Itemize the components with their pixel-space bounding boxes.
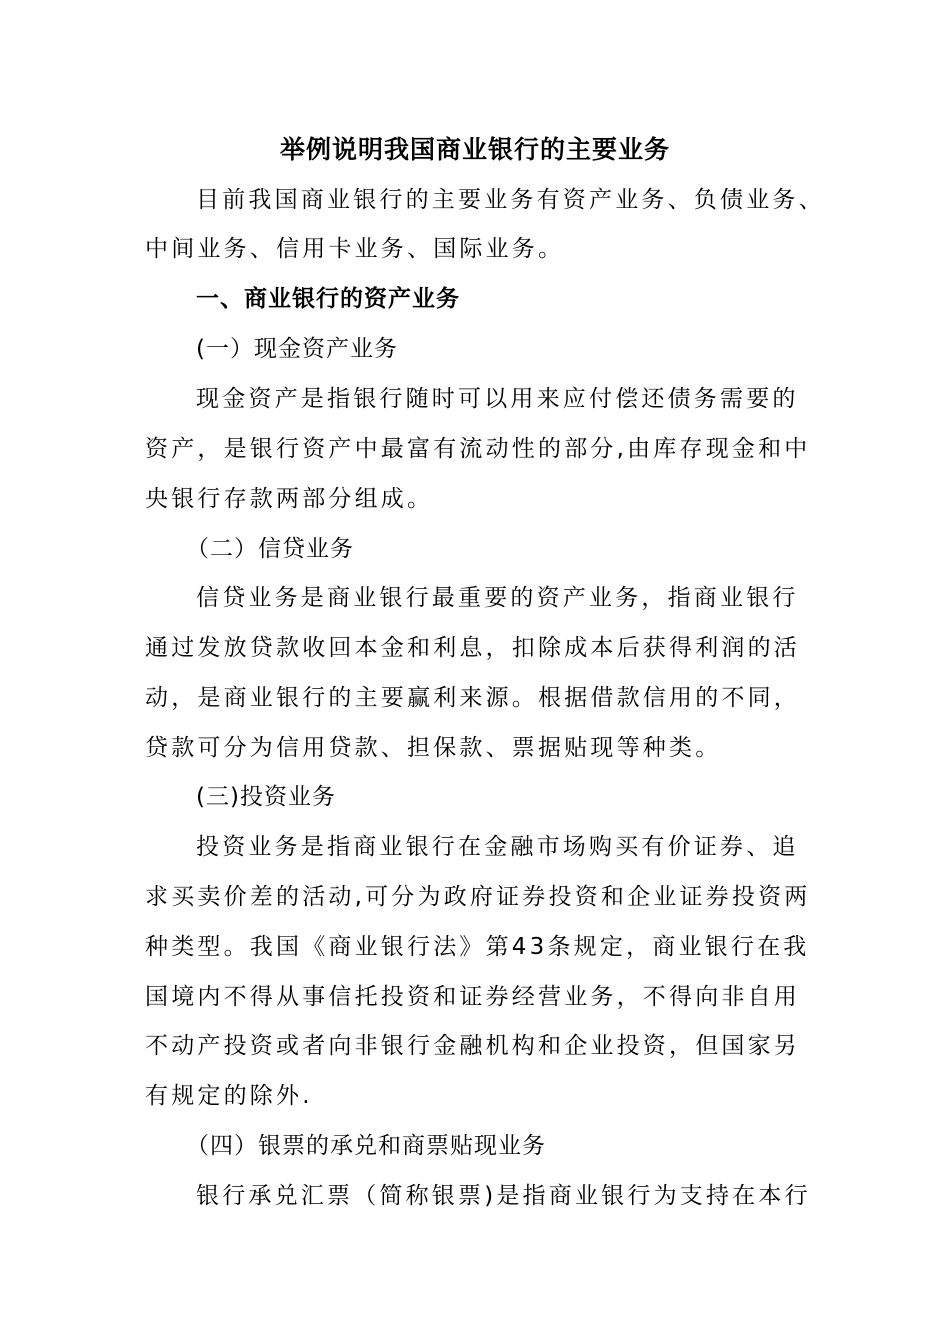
subsection-heading: (一）现金资产业务 — [196, 336, 398, 362]
document-title: 举例说明我国商业银行的主要业务 — [279, 135, 670, 164]
paragraph-line: 国境内不得从事信托投资和证券经营业务，不得向非自用 — [145, 984, 800, 1010]
paragraph-line: 有规定的除外. — [145, 1083, 313, 1109]
section-heading: 一、商业银行的资产业务 — [196, 286, 460, 312]
paragraph-line: 通过发放贷款收回本金和利息，扣除成本后获得利润的活 — [145, 635, 800, 661]
paragraph-line: 信贷业务是商业银行最重要的资产业务，指商业银行 — [196, 585, 799, 611]
paragraph-line: 不动产投资或者向非银行金融机构和企业投资，但国家另 — [145, 1033, 800, 1059]
subsection-heading: (三)投资业务 — [196, 784, 336, 810]
paragraph-line: 求买卖价差的活动,可分为政府证券投资和企业证券投资两 — [145, 884, 811, 910]
subsection-heading: （四）银票的承兑和商票贴现业务 — [186, 1133, 546, 1159]
paragraph-line: 动，是商业银行的主要赢利来源。根据借款信用的不同， — [145, 685, 800, 711]
paragraph-line: 央银行存款两部分组成。 — [145, 486, 434, 512]
paragraph-line: 银行承兑汇票（简称银票)是指商业银行为支持在本行 — [196, 1183, 811, 1209]
paragraph-line: 现金资产是指银行随时可以用来应付偿还债务需要的 — [196, 386, 799, 412]
paragraph-line: 种类型。我国《商业银行法》第43条规定，商业银行在我 — [145, 934, 810, 960]
paragraph-line: 贷款可分为信用贷款、担保款、票据贴现等种类。 — [145, 735, 722, 761]
paragraph-line: 目前我国商业银行的主要业务有资产业务、负债业务、 — [196, 187, 825, 213]
subsection-heading: （二）信贷业务 — [186, 536, 354, 562]
paragraph-line: 中间业务、信用卡业务、国际业务。 — [145, 236, 565, 262]
paragraph-line: 资产，是银行资产中最富有流动性的部分,由库存现金和中 — [145, 436, 811, 462]
paragraph-line: 投资业务是指商业银行在金融市场购买有价证券、追 — [196, 834, 799, 860]
